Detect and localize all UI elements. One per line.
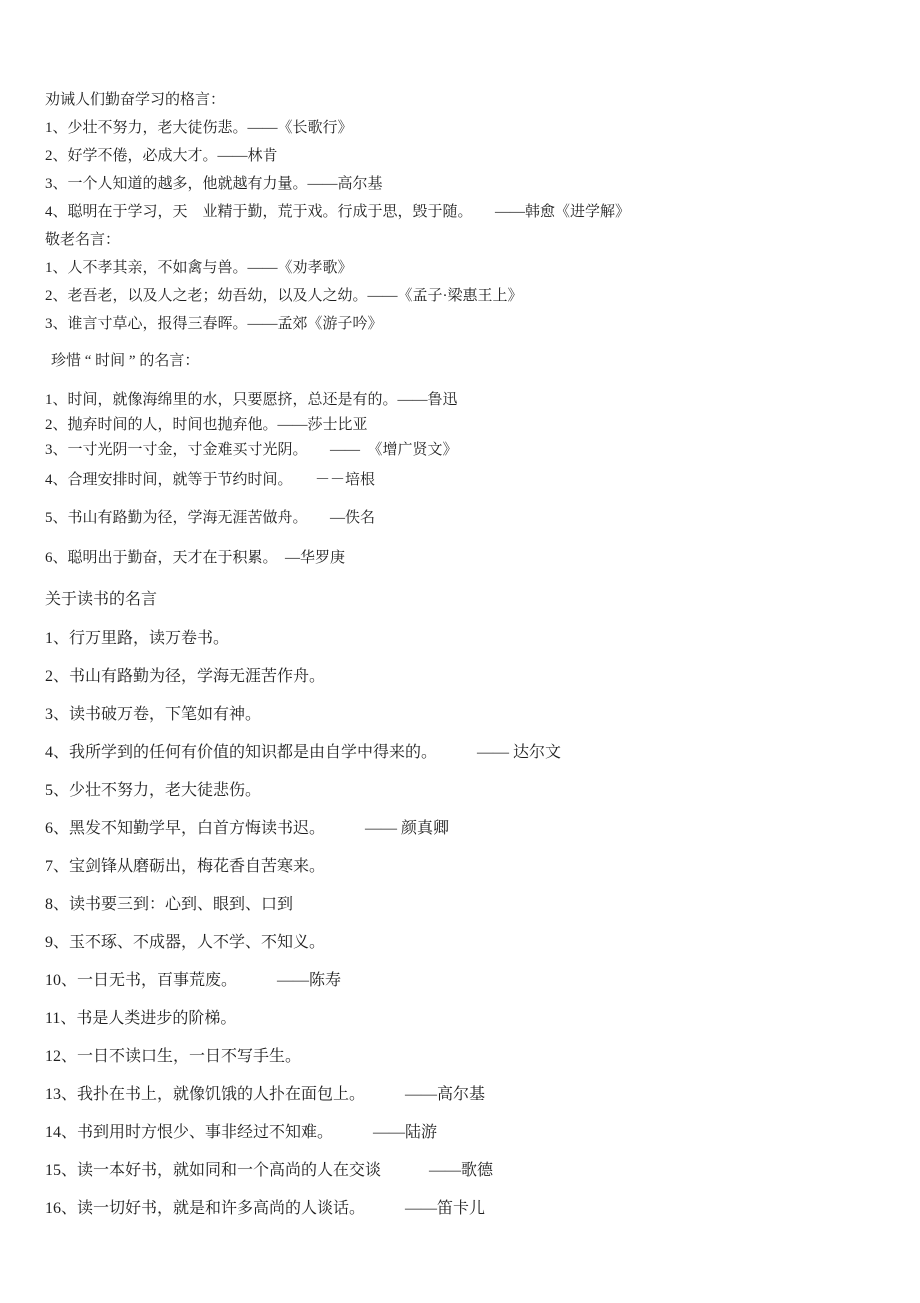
quote-line: 12、一日不读口生，一日不写手生。 [45, 1048, 302, 1065]
quote-line: 9、玉不琢、不成器，人不学、不知义。 [45, 934, 326, 951]
quote-line: 6、聪明出于勤奋，天才在于积累。 —华罗庚 [45, 550, 346, 566]
quote-line: 3、一个人知道的越多，他就越有力量。——高尔基 [45, 176, 383, 192]
quote-line: 15、读一本好书，就如同和一个高尚的人在交谈 ——歌德 [45, 1162, 494, 1179]
quote-line: 1、行万里路，读万卷书。 [45, 630, 230, 647]
section-title: 劝诫人们勤奋学习的格言： [45, 92, 226, 108]
section-about-reading [45, 585, 880, 1228]
quote-line: 1、人不孝其亲，不如禽与兽。——《劝孝歌》 [45, 260, 353, 276]
quote-line: 1、少壮不努力，老大徒伤悲。——《长歌行》 [45, 120, 353, 136]
quote-line: 2、书山有路勤为径，学海无涯苦作舟。 [45, 668, 326, 685]
quote-line: 2、好学不倦，必成大才。——林肯 [45, 148, 278, 164]
section-title: 敬老名言： [45, 232, 121, 248]
quote-line: 10、一日无书，百事荒废。 ——陈寿 [45, 972, 342, 989]
quote-line: 13、我扑在书上，就像饥饿的人扑在面包上。 ——高尔基 [45, 1086, 486, 1103]
section-respect-elders [45, 226, 880, 338]
section-cherish-time [45, 348, 880, 571]
quote-line: 3、读书破万卷，下笔如有神。 [45, 706, 262, 723]
section-study-proverbs [45, 86, 880, 226]
quote-line: 2、老吾老，以及人之老；幼吾幼，以及人之幼。——《孟子·梁惠王上》 [45, 288, 523, 304]
quote-line: 2、抛弃时间的人，时间也抛弃他。——莎士比亚 [45, 417, 368, 433]
quote-line: 3、谁言寸草心，报得三春晖。——孟郊《游子吟》 [45, 316, 383, 332]
quote-line: 4、我所学到的任何有价值的知识都是由自学中得来的。 —— 达尔文 [45, 744, 562, 761]
quote-line: 11、书是人类进步的阶梯。 [45, 1010, 237, 1027]
quote-line: 8、读书要三到：心到、眼到、口到 [45, 896, 294, 913]
quote-line: 5、书山有路勤为径，学海无涯苦做舟。 —佚名 [45, 510, 376, 526]
section-title: 珍惜 “ 时间 ” 的名言： [51, 353, 200, 369]
quote-line: 14、书到用时方恨少、事非经过不知难。 ——陆游 [45, 1124, 438, 1141]
quote-line: 4、合理安排时间，就等于节约时间。 －－培根 [45, 472, 376, 488]
quote-line: 6、黑发不知勤学早，白首方悔读书迟。 —— 颜真卿 [45, 820, 450, 837]
quote-line: 16、读一切好书，就是和许多高尚的人谈话。 ——笛卡儿 [45, 1200, 486, 1217]
quote-line: 7、宝剑锋从磨砺出，梅花香自苦寒来。 [45, 858, 326, 875]
section-title: 关于读书的名言 [45, 591, 158, 608]
quote-line: 4、聪明在于学习，天 业精于勤，荒于戏。行成于思，毁于随。 ——韩愈《进学解》 [45, 204, 631, 220]
quote-line: 1、时间，就像海绵里的水，只要愿挤，总还是有的。——鲁迅 [45, 392, 458, 408]
quote-line: 5、少壮不努力，老大徒悲伤。 [45, 782, 262, 799]
quote-line: 3、一寸光阴一寸金，寸金难买寸光阴。 —— 《增广贤文》 [45, 442, 458, 458]
